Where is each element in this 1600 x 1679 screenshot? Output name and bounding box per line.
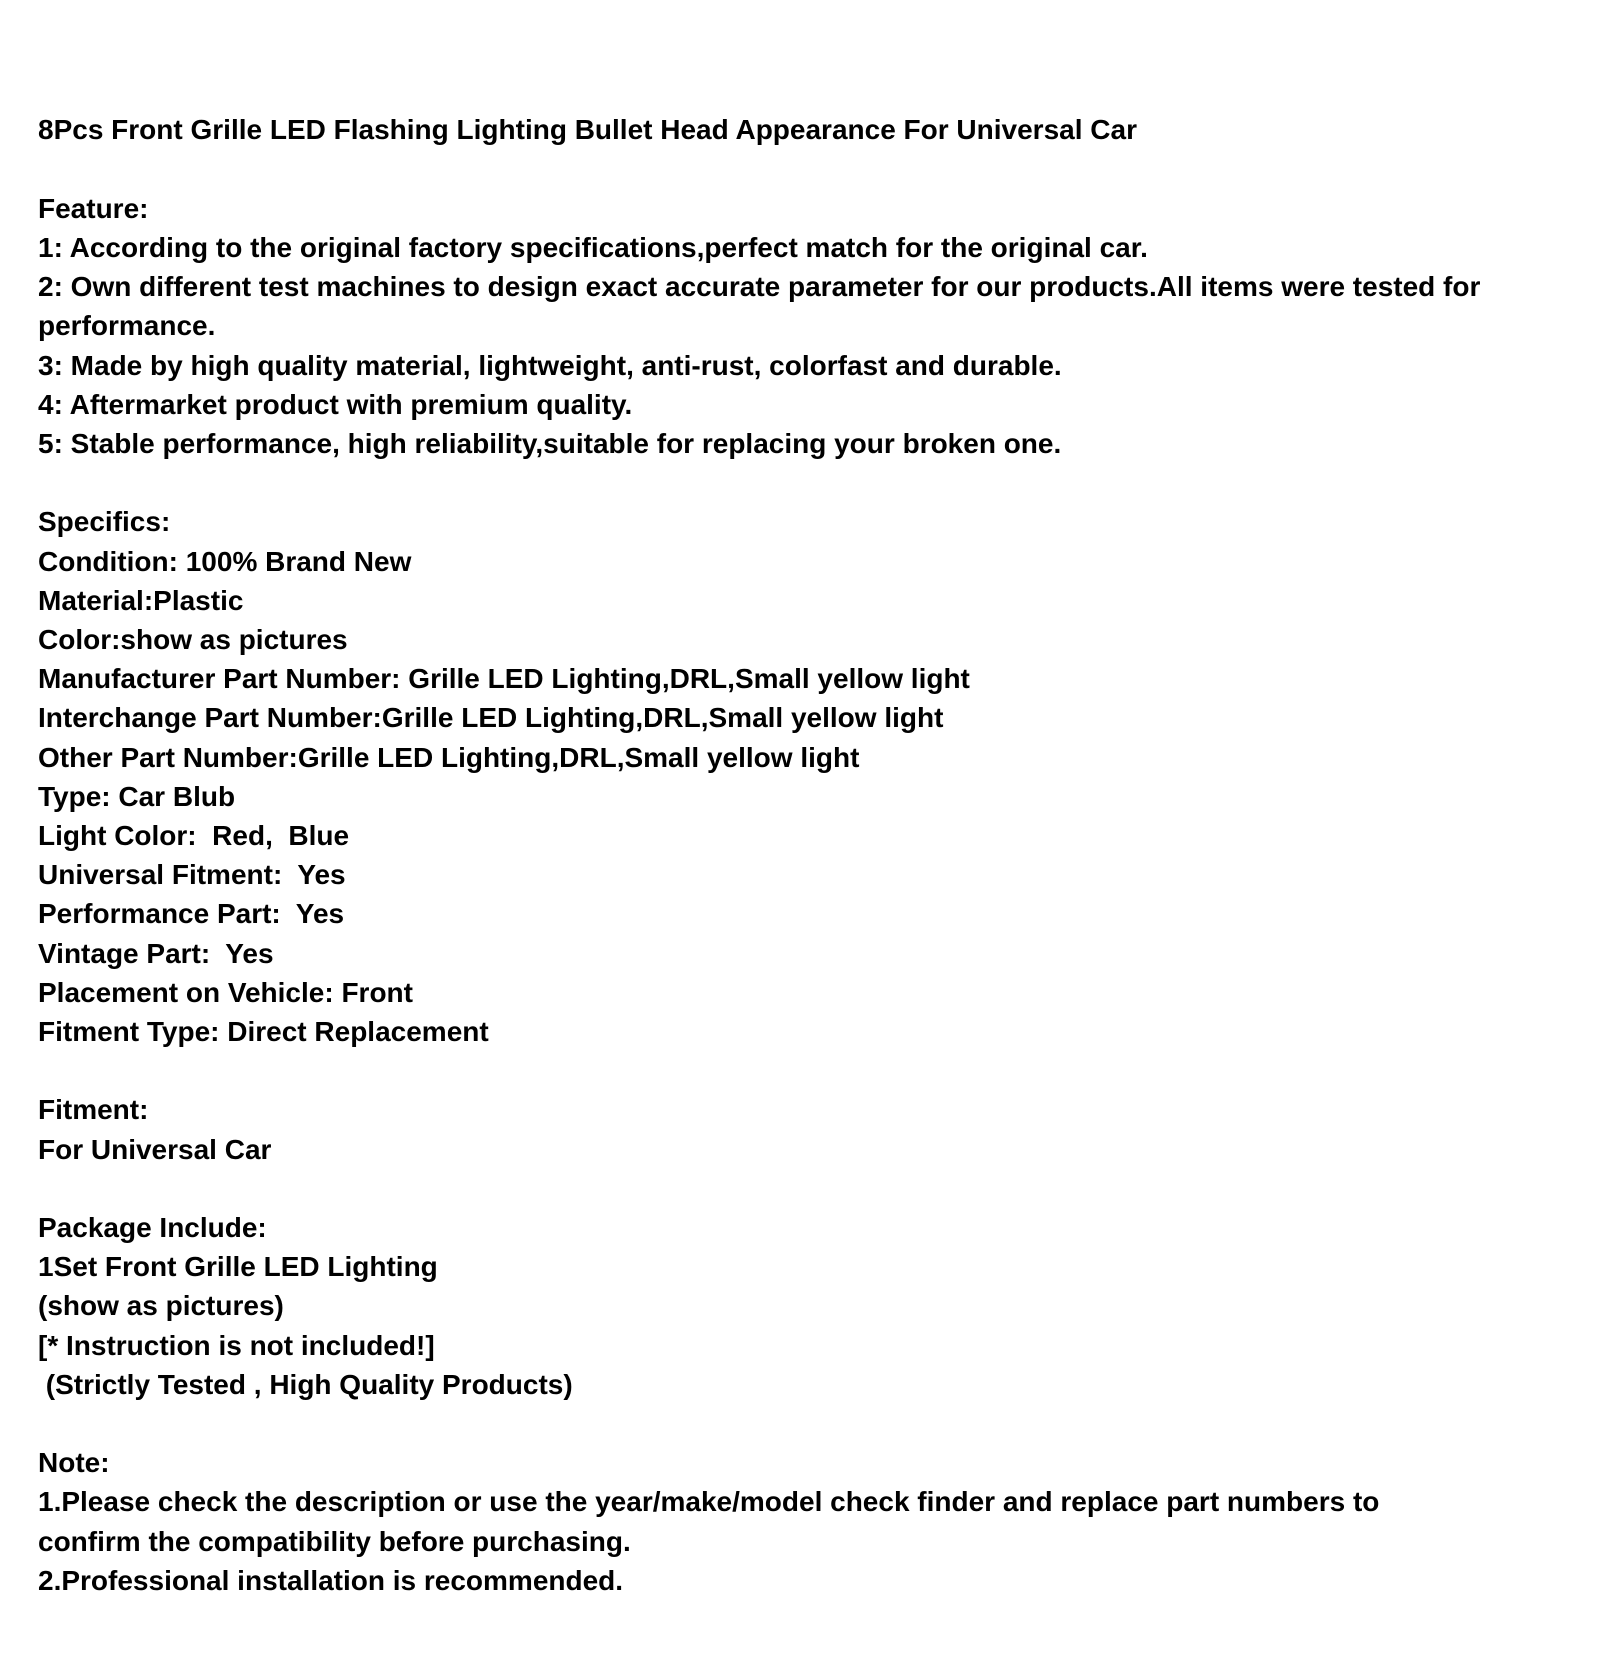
section-title [38,110,1570,149]
text-line: 2.Professional installation is recommended. [38,1564,624,1596]
text-line: confirm the compatibility before purchasing. [38,1525,631,1557]
text-line: Fitment Type: Direct Replacement [38,1016,489,1048]
text-line: Other Part Number:Grille LED Lighting,DRL,Small yellow light [38,741,860,773]
text-line: Specifics: [38,506,171,538]
text-line: Placement on Vehicle: Front [38,976,413,1008]
text-line: (Strictly Tested , High Quality Products) [38,1368,573,1400]
section-note [38,1443,1570,1600]
text-line: performance. [38,310,216,342]
section-package [38,1208,1570,1404]
description-text [38,110,1570,1600]
text-line: Interchange Part Number:Grille LED Lighting,DRL,Small yellow light [38,702,944,734]
page-title: 8Pcs Front Grille LED Flashing Lighting Bullet Head Appearance For Universal Car [38,114,1137,146]
text-line: 1Set Front Grille LED Lighting [38,1251,438,1283]
text-line: Fitment: [38,1094,149,1126]
text-line: Color:show as pictures [38,624,348,656]
text-line: For Universal Car [38,1133,272,1165]
section-feature [38,189,1570,463]
text-line: Note: [38,1447,110,1479]
text-line: 2: Own different test machines to design exact accurate parameter for our products.All items were tested for [38,271,1481,303]
text-line: Performance Part: Yes [38,898,345,930]
text-line: Light Color: Red, Blue [38,820,350,852]
text-line: Vintage Part: Yes [38,937,274,969]
section-specifics [38,502,1570,1051]
text-line: 5: Stable performance, high reliability,suitable for replacing your broken one. [38,428,1062,460]
text-line: (show as pictures) [38,1290,284,1322]
text-line: [* Instruction is not included!] [38,1329,435,1361]
text-line: Manufacturer Part Number: Grille LED Lighting,DRL,Small yellow light [38,663,970,695]
text-line: Feature: [38,192,149,224]
text-line: 3: Made by high quality material, lightweight, anti-rust, colorfast and durable. [38,349,1062,381]
text-line: 4: Aftermarket product with premium quality. [38,388,633,420]
text-line: Type: Car Blub [38,780,236,812]
text-line: Package Include: [38,1212,267,1244]
text-line: 1: According to the original factory specifications,perfect match for the original car. [38,232,1148,263]
text-line: 1.Please check the description or use the year/make/model check finder and replace part numbers to [38,1486,1380,1518]
text-line: Material:Plastic [38,584,244,616]
text-line: Condition: 100% Brand New [38,545,412,577]
section-fitment [38,1090,1570,1168]
text-line: Universal Fitment: Yes [38,859,346,891]
